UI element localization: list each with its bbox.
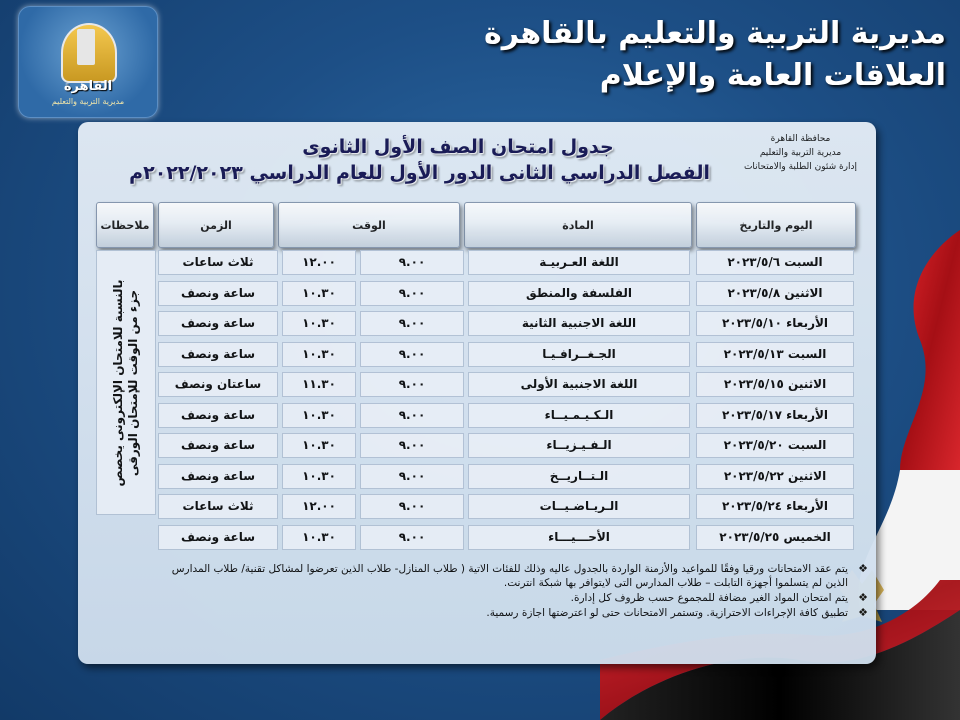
public-relations-title: العلاقات العامة والإعلام bbox=[599, 58, 946, 93]
cell-day-date: الاثنين ٢٠٢٣/٥/١٥ bbox=[696, 372, 854, 397]
cell-time-to: ١٠.٣٠ bbox=[282, 433, 356, 458]
notes-cell bbox=[96, 250, 156, 515]
cell-subject: اللغة الاجنبية الثانية bbox=[468, 311, 690, 336]
cell-duration: ساعة ونصف bbox=[158, 281, 278, 306]
cell-time-to: ١٠.٣٠ bbox=[282, 525, 356, 550]
schedule-subtitle: الفصل الدراسي الثانى الدور الأول للعام الدراسي ٢٠٢٢/٢٠٢٣م bbox=[129, 162, 710, 184]
list-item: ❖ يتم عقد الامتحانات ورقيا وفقًا للمواعيد والأزمنة الواردة بالجدول عاليه وذلك للفئات الاتية ( طلاب المنازل- طلاب الذين تعرضوا لمشاكل تقنية/ طلاب المدارس الذين لم يتسلموا أجهزة التابلت – طلاب المدارس التى لايتوافر بها شبكة انترنت. bbox=[171, 562, 868, 589]
cell-day-date: السبت ٢٠٢٣/٥/٢٠ bbox=[696, 433, 854, 458]
cell-time-to: ١٠.٣٠ bbox=[282, 342, 356, 367]
diamond-bullet-icon: ❖ bbox=[858, 562, 868, 575]
cell-subject: الجـغــرافـيـا bbox=[468, 342, 690, 367]
notes-list bbox=[158, 562, 870, 621]
cell-duration: ساعة ونصف bbox=[158, 464, 278, 489]
cell-subject: الفلسفة والمنطق bbox=[468, 281, 690, 306]
cell-duration: ساعة ونصف bbox=[158, 525, 278, 550]
cell-time-to: ١٢.٠٠ bbox=[282, 494, 356, 519]
cell-day-date: الاثنين ٢٠٢٣/٥/٨ bbox=[696, 281, 854, 306]
cell-time-from: ٩.٠٠ bbox=[360, 403, 464, 428]
cell-time-to: ١٢.٠٠ bbox=[282, 250, 356, 275]
cell-duration: ثلاث ساعات bbox=[158, 494, 278, 519]
cell-time-from: ٩.٠٠ bbox=[360, 525, 464, 550]
header-notes: ملاحظات bbox=[96, 202, 154, 248]
header-subject: المادة bbox=[464, 202, 692, 248]
schedule-title: جدول امتحان الصف الأول الثانوى bbox=[302, 136, 614, 158]
diamond-bullet-icon: ❖ bbox=[858, 606, 868, 619]
cell-time-to: ١٠.٣٠ bbox=[282, 281, 356, 306]
cell-time-from: ٩.٠٠ bbox=[360, 372, 464, 397]
cell-subject: الـتــاريــخ bbox=[468, 464, 690, 489]
cell-duration: ساعة ونصف bbox=[158, 311, 278, 336]
cell-subject: اللغة العـربيـة bbox=[468, 250, 690, 275]
diamond-bullet-icon: ❖ bbox=[858, 591, 868, 604]
cell-day-date: الأربعاء ٢٠٢٣/٥/٢٤ bbox=[696, 494, 854, 519]
cell-time-to: ١٠.٣٠ bbox=[282, 464, 356, 489]
header-day-date: اليوم والتاريخ bbox=[696, 202, 856, 248]
cell-subject: الـفـيـزيــاء bbox=[468, 433, 690, 458]
logo-subtitle: مديرية التربية والتعليم bbox=[51, 97, 125, 106]
cell-time-from: ٩.٠٠ bbox=[360, 250, 464, 275]
cell-time-to: ١٠.٣٠ bbox=[282, 403, 356, 428]
notes-text: بالنسبة للامتحان الإلكترونى يخصص جزء من الوقت للإمتحان الورقى bbox=[111, 279, 140, 487]
cell-duration: ساعة ونصف bbox=[158, 433, 278, 458]
cell-time-from: ٩.٠٠ bbox=[360, 311, 464, 336]
cell-day-date: الأربعاء ٢٠٢٣/٥/١٧ bbox=[696, 403, 854, 428]
cell-day-date: السبت ٢٠٢٣/٥/٦ bbox=[696, 250, 854, 275]
cell-subject: الـكـيـمـيــاء bbox=[468, 403, 690, 428]
cell-day-date: الأربعاء ٢٠٢٣/٥/١٠ bbox=[696, 311, 854, 336]
cell-duration: ساعة ونصف bbox=[158, 403, 278, 428]
cell-duration: ساعتان ونصف bbox=[158, 372, 278, 397]
exam-schedule-panel bbox=[78, 122, 876, 664]
cell-day-date: السبت ٢٠٢٣/٥/١٣ bbox=[696, 342, 854, 367]
cell-duration: ثلاث ساعات bbox=[158, 250, 278, 275]
cell-subject: الأحـــيـــاء bbox=[468, 525, 690, 550]
cell-time-from: ٩.٠٠ bbox=[360, 464, 464, 489]
cell-time-from: ٩.٠٠ bbox=[360, 281, 464, 306]
directorate-title: مديرية التربية والتعليم بالقاهرة bbox=[484, 16, 946, 51]
cell-time-from: ٩.٠٠ bbox=[360, 433, 464, 458]
logo-title: القاهرة bbox=[63, 79, 113, 94]
cell-subject: الـريـاضـيــات bbox=[468, 494, 690, 519]
cell-day-date: الاثنين ٢٠٢٣/٥/٢٢ bbox=[696, 464, 854, 489]
cell-time-to: ١١.٣٠ bbox=[282, 372, 356, 397]
header-time: الوقت bbox=[278, 202, 460, 248]
cell-day-date: الخميس ٢٠٢٣/٥/٢٥ bbox=[696, 525, 854, 550]
list-item: ❖ تطبيق كافة الإجراءات الاحترازية. وتستمر الامتحانات حتى لو اعترضتها اجازة رسمية. bbox=[486, 606, 868, 619]
header-duration: الزمن bbox=[158, 202, 274, 248]
cell-time-from: ٩.٠٠ bbox=[360, 494, 464, 519]
cell-time-from: ٩.٠٠ bbox=[360, 342, 464, 367]
cell-subject: اللغة الاجنبية الأولى bbox=[468, 372, 690, 397]
cell-duration: ساعة ونصف bbox=[158, 342, 278, 367]
cell-time-to: ١٠.٣٠ bbox=[282, 311, 356, 336]
org-block: محافظة القاهرة مديرية التربية والتعليم إدارة شئون الطلبة والامتحانات bbox=[743, 134, 858, 172]
cairo-directorate-logo bbox=[18, 6, 158, 118]
list-item: ❖ يتم امتحان المواد الغير مضافة للمجموع حسب ظروف كل إدارة. bbox=[570, 591, 868, 604]
